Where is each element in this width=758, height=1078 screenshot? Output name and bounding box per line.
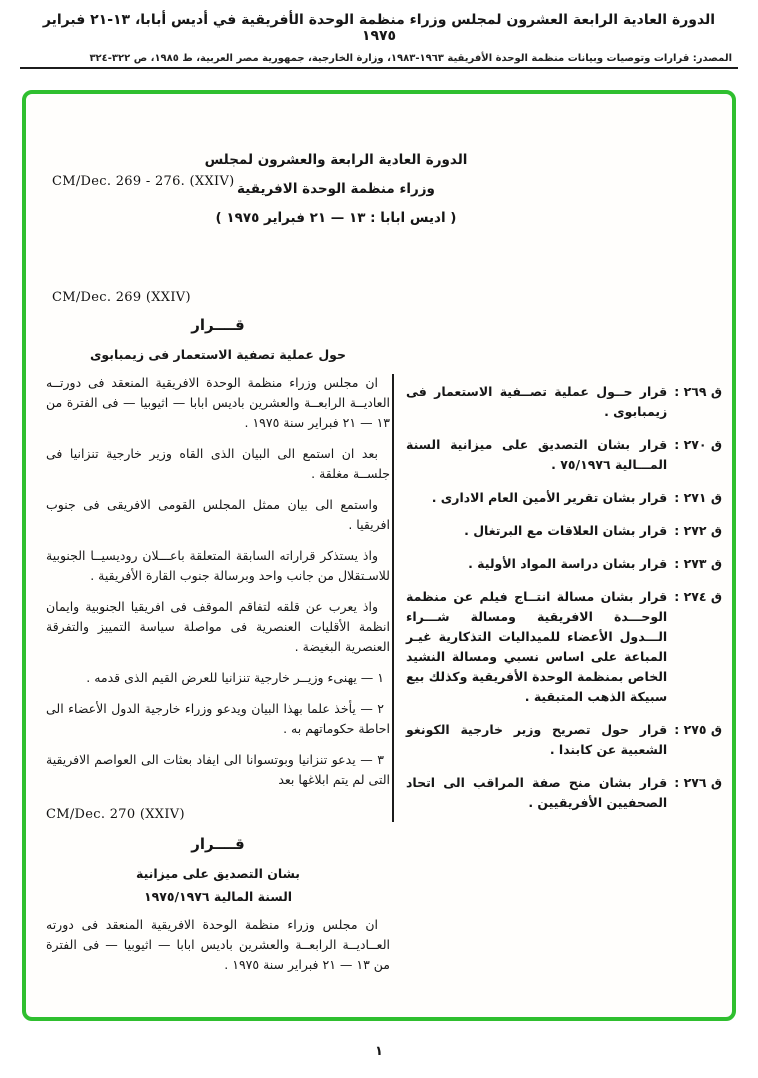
resolution-270-subheading-1: بشان التصديق على ميزانية [136,866,300,881]
paragraph: واذ يعرب عن قلقه لتفاقم الموقف فى افريقيا الجنوبية وايمان انظمة الأقليات العنصرية فى مواصلة سياسة التمييز والتفرقة العنصرية البغيضة . [46,599,390,654]
doc-ref-269: CM/Dec. 269 (XXIV) [52,290,191,305]
main-text-column [46,316,390,975]
resolution-number: ق ٢٧٢ : [674,523,722,538]
resolution-text: قرار بشان دراسة المواد الأولية . [468,556,668,571]
resolution-number: ق ٢٧٥ : [674,722,722,737]
resolution-270-heading: قــــرار [191,835,245,853]
scan-annotation-border [22,90,736,1021]
scanned-document [26,94,732,1017]
page-header [26,12,732,64]
paragraph: بعد ان استمع الى البيان الذى القاه وزير خارجية تنزانيا فى جلســة مغلقة . [46,446,390,481]
header-divider [20,67,738,69]
resolution-number: ق ٢٧٦ : [674,775,722,790]
header-title: الدورة العادية الرابعة العشرون لمجلس وزراء منظمة الوحدة الأفريقية في أديس أبابا، ١٣-٢١ فبراير ١٩٧٥ [42,12,716,44]
header-source: المصدر: قرارات وتوصيات وبيانات منظمة الوحدة الأفريقية ١٩٦٣-١٩٨٣، وزارة الخارجية، جمهورية مصر العربية، ط ١٩٨٥، ص ٣٢٢-٣٢٤ [89,53,732,64]
resolution-index-item [406,488,722,508]
resolution-index-item [406,720,722,760]
paragraph: ان مجلس وزراء منظمة الوحدة الافريقية المنعقد فى دورته العــاديــة الرابعــة والعشرين باديس ابابا — اثيوبيا — فى الفترة من ١٣ — ٢١ فبراير سنة ١٩٧٥ . [46,917,390,972]
page-number: ١ [375,1044,383,1059]
paragraph: واذ يستذكر قراراته السابقة المتعلقة باعـــلان روديسيــا الجنوبية للاسـتقلال من جانب واحد وبرسالة جنوب القارة الأفريقية . [46,548,390,583]
operative-item-3: ٣ — يدعو تنزانيا وبوتسوانا الى ايفاد بعثات الى العواصم الافريقية التى لم يتم ابلاغها بعد [46,752,390,787]
resolution-269-heading: قــــرار [191,316,245,334]
paragraph: ان مجلس وزراء منظمة الوحدة الافريقية المنعقد فى دورتــه العاديــة الرابعــة والعشرين باديس ابابا — اثيوبيا — فى الفترة من ١٣ — ٢١ فبراير سنة ١٩٧٥ . [46,375,390,430]
resolution-index-item [406,521,722,541]
resolution-text: قرار بشان التصديق على ميزانية السنة المـــالية ٧٥/١٩٧٦ . [406,437,668,472]
resolution-text: قرار بشان العلاقات مع البرتغال . [464,523,668,538]
paragraph: واستمع الى بيان ممثل المجلس القومى الافريقى فى جنوب افريقيا . [46,497,390,532]
resolution-index-item [406,554,722,574]
resolution-269-subheading: حول عملية تصفية الاستعمار فى زيمبابوى [89,347,347,362]
resolution-text: قرار بشان مسالة انتــاج فيلم عن منظمة الوحـــدة الافريقية ومسالة شـــراء الـــدول الأعضاء للميداليات التذكارية غيـر المباعة على اساس نسبي ومسالة النشيد الخاص بمنظمة الوحدة الأفريقية وكذلك بيع سبيكة الذهب المتبقية . [406,589,668,704]
session-title-line2: وزراء منظمة الوحدة الافريقية [237,181,435,197]
resolution-index-item [406,382,722,422]
resolution-index-item [406,435,722,475]
session-title [186,146,486,233]
session-title-line1: الدورة العادية الرابعة والعشرون لمجلس [204,152,468,168]
resolution-number: ق ٢٧١ : [674,490,722,505]
resolution-index-item [406,773,722,813]
operative-item-1: ١ — يهنىء وزيــر خارجية تنزانيا للعرض القيم الذى قدمه . [86,670,384,685]
resolution-270-subheading-2: السنة المالية ١٩٧٥/١٩٧٦ [143,889,293,904]
resolution-text: قرار بشان تقرير الأمين العام الادارى . [431,490,668,505]
resolution-text: قرار حــول عملية تصــفية الاستعمار فى زيمبابوى . [406,384,668,419]
resolution-number: ق ٢٧٣ : [674,556,722,571]
resolution-text: قرار بشان منح صفة المراقب الى اتحاد الصحفيين الأفريقيين . [406,775,668,810]
resolution-number: ق ٢٧٤ : [674,589,722,604]
column-divider [392,374,394,822]
resolution-number: ق ٢٦٩ : [674,384,722,399]
session-title-line3: ( اديس ابابا : ١٣ — ٢١ فبراير ١٩٧٥ ) [215,210,457,226]
resolution-text: قرار حول تصريح وزير خارجية الكونغو الشعبية عن كابندا . [406,722,668,757]
operative-item-2: ٢ — يأخذ علما بهذا البيان ويدعو وزراء خارجية الدول الأعضاء الى احاطة حكوماتهم به . [46,701,390,736]
doc-ref-range: CM/Dec. 269 - 276. (XXIV) [52,174,235,189]
resolution-index-item [406,587,722,707]
resolutions-index [406,382,722,826]
doc-ref-270: CM/Dec. 270 (XXIV) [46,807,185,822]
resolution-number: ق ٢٧٠ : [674,437,722,452]
